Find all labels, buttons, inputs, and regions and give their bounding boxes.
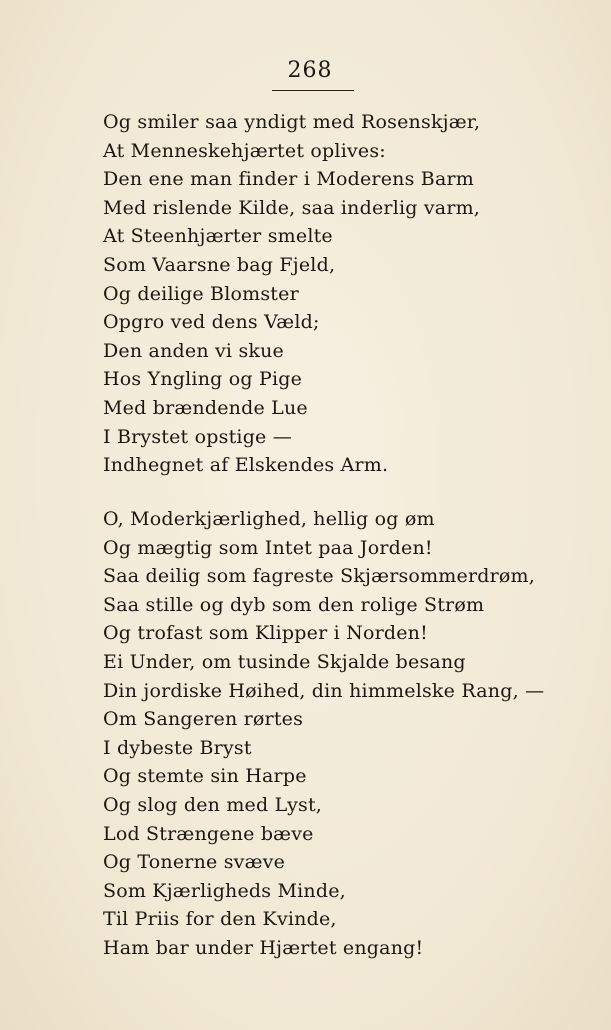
poem-line: Og deilige Blomster: [103, 282, 299, 305]
poem-line: Som Vaarsne bag Fjeld,: [103, 253, 336, 276]
poem-line: Med brændende Lue: [103, 396, 308, 419]
poem-line: I Brystet opstige —: [103, 425, 292, 448]
poem-line: Den ene man finder i Moderens Barm: [103, 168, 474, 191]
poem-line: Med rislende Kilde, saa inderlig varm,: [103, 196, 481, 219]
poem-line: I dybeste Bryst: [103, 736, 252, 759]
poem-line: Og smiler saa yndigt med Rosenskjær,: [103, 111, 481, 133]
poem-line: Den anden vi skue: [103, 339, 284, 362]
poem-line: Saa deilig som fagreste Skjærsommerdrøm,: [103, 565, 535, 588]
poem-line: Som Kjærligheds Minde,: [103, 879, 346, 902]
page-number: 268: [287, 58, 333, 83]
poem-line: Ham bar under Hjærtet engang!: [103, 936, 424, 959]
poem-line: Og stemte sin Harpe: [103, 765, 307, 788]
poem-line: Hos Yngling og Pige: [103, 368, 303, 391]
poem-line: Og trofast som Klipper i Norden!: [103, 622, 428, 645]
poem-line: Din jordiske Høihed, din himmelske Rang, —: [103, 679, 545, 702]
poem-line: Ei Under, om tusinde Skjalde besang: [103, 650, 466, 673]
poem-line: Og slog den med Lyst,: [103, 793, 323, 816]
poem-line: Saa stille og dyb som den rolige Strøm: [103, 593, 485, 616]
poem-line: Indhegnet af Elskendes Arm.: [103, 454, 389, 477]
header-rule: [272, 90, 354, 91]
poem-line: Og mægtig som Intet paa Jorden!: [103, 536, 433, 559]
poem-line: Til Priis for den Kvinde,: [103, 908, 337, 931]
poem-line: Og Tonerne svæve: [103, 851, 286, 874]
poem-line: O, Moderkjærlighed, hellig og øm: [103, 508, 435, 530]
poem-line: Om Sangeren rørtes: [103, 708, 304, 731]
poem-line: Opgro ved dens Væld;: [103, 311, 320, 334]
poem-line: At Steenhjærter smelte: [103, 225, 333, 248]
poem-line: Lod Strængene bæve: [103, 822, 314, 845]
stanza-1: [103, 108, 523, 480]
stanza-2: [103, 505, 545, 963]
poem-line: At Menneskehjærtet oplives:: [103, 139, 386, 162]
